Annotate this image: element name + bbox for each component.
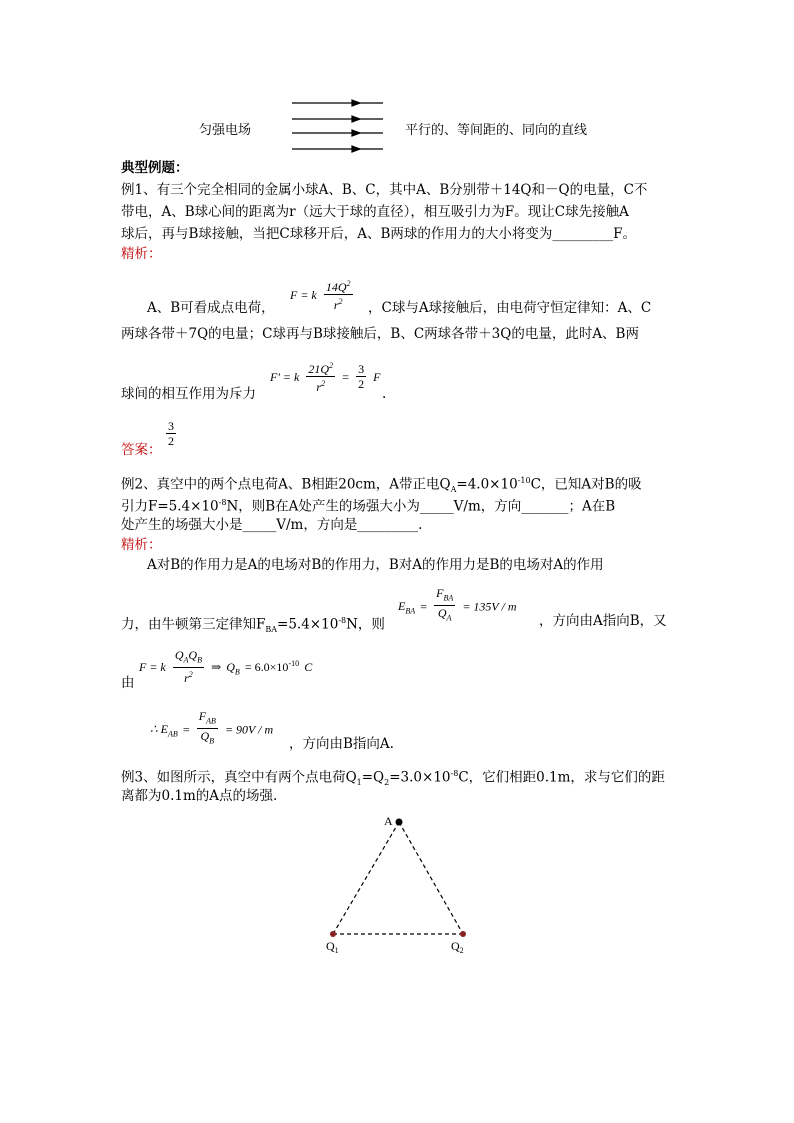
ex1-solution-line2: 两球各带＋7Q的电量；C球再与B球接触后，B、C两球各带＋3Q的电量，此时A、B两 bbox=[121, 326, 639, 342]
ex3-line2: 离都为0.1m的A点的场强. bbox=[121, 788, 278, 804]
ex1-solution-line1-post: ，C球与A球接触后，由电荷守恒定律知：A、C bbox=[368, 300, 652, 316]
ex1-solution-line3-post: . bbox=[382, 386, 387, 402]
charge-q2-dot bbox=[460, 931, 466, 937]
section-title: 典型例题： bbox=[121, 160, 189, 176]
ex1-equation-force: F = k $\frac{14Q^2}{r^2}$ bbox=[290, 279, 351, 312]
ex1-line3: 球后，再与B球接触，当把C球移开后，A、B两球的作用力的大小将变为_________F。 bbox=[121, 226, 637, 242]
ex2-solution-line1: A对B的作用力是A的电场对B的作用力，B对A的作用力是B的电场对A的作用 bbox=[147, 557, 604, 573]
ex1-solution-line3-pre: 球间的相互作用为斥力 bbox=[121, 386, 256, 402]
ex1-analysis-label: 精析： bbox=[121, 246, 162, 262]
triangle-side-right bbox=[399, 822, 463, 934]
charge-q1-dot bbox=[330, 931, 336, 937]
ex2-analysis-label: 精析： bbox=[121, 537, 162, 553]
point-a-label: A bbox=[384, 814, 393, 828]
field-type-label: 匀强电场 bbox=[199, 123, 252, 138]
charge-q1-label: $Q_1$ bbox=[326, 939, 339, 955]
field-description: 平行的、等间距的、同向的直线 bbox=[405, 123, 588, 138]
triangle-side-left bbox=[333, 822, 399, 934]
ex2-equation-eba: $E_{BA}$ = $\frac{F_{BA}}{Q_A}$ = 135V / m bbox=[398, 586, 517, 623]
ex2-solution-line2-post: ，方向由A指向B，又 bbox=[539, 613, 667, 629]
ex2-equation-eab: ∴ $E_{AB}$ = $\frac{F_{AB}}{Q_B}$ = 90V / m bbox=[150, 709, 274, 746]
ex1-equation-repulsion: F' = k $\frac{21Q^2}{r^2}$ = $\frac{3}{2}$ F bbox=[270, 361, 381, 394]
ex3-line1: 例3、如图所示，真空中有两个点电荷$Q_1=Q_2=3.0\times 10^{-8}C$，它们相距0.1m，求与它们的距 bbox=[121, 769, 665, 788]
ex1-answer-value: $\frac{3}{2}$ bbox=[168, 419, 174, 448]
ex2-line3: 处产生的场强大小是_____V/m，方向是_________. bbox=[121, 517, 423, 533]
charge-q2-label: $Q_2$ bbox=[451, 939, 464, 955]
ex2-solution-line4-post: ，方向由B指向A. bbox=[289, 736, 394, 752]
ex2-equation-qb: F = k $\frac{Q_AQ_B}{r^2}$ ⇒ $Q_B = 6.0\times 10^{-10}$ C bbox=[139, 648, 313, 686]
ex2-solution-line2-pre: 力，由牛顿第三定律知$F_{BA}=5.4\times 10^{-8}N$，则 bbox=[121, 616, 385, 635]
ex1-solution-line1-pre: A、B可看成点电荷， bbox=[147, 300, 275, 316]
ex1-line2: 带电，A、B球心间的距离为r（远大于球的直径），相互吸引力为F。现让C球先接触A bbox=[121, 204, 629, 220]
ex2-solution-line3: 由 bbox=[121, 675, 135, 691]
ex1-answer-label: 答案： bbox=[121, 442, 162, 458]
ex2-line1: 例2、真空中的两个点电荷A、B相距20cm，A带正电$Q_A=4.0\times 10^{-10}C$，已知A对B的吸 bbox=[121, 476, 642, 495]
ex3-triangle-figure bbox=[318, 808, 478, 958]
ex2-line2: 引力$F=5.4\times 10^{-8}N$，则B在A处产生的场强大小为_____V/m，方向_______；A在B bbox=[121, 498, 616, 515]
ex1-line1: 例1、有三个完全相同的金属小球A、B、C，其中A、B分别带＋14Q和－Q的电量，C不 bbox=[121, 182, 648, 198]
field-lines-diagram bbox=[290, 97, 386, 153]
point-a-dot bbox=[396, 819, 403, 826]
